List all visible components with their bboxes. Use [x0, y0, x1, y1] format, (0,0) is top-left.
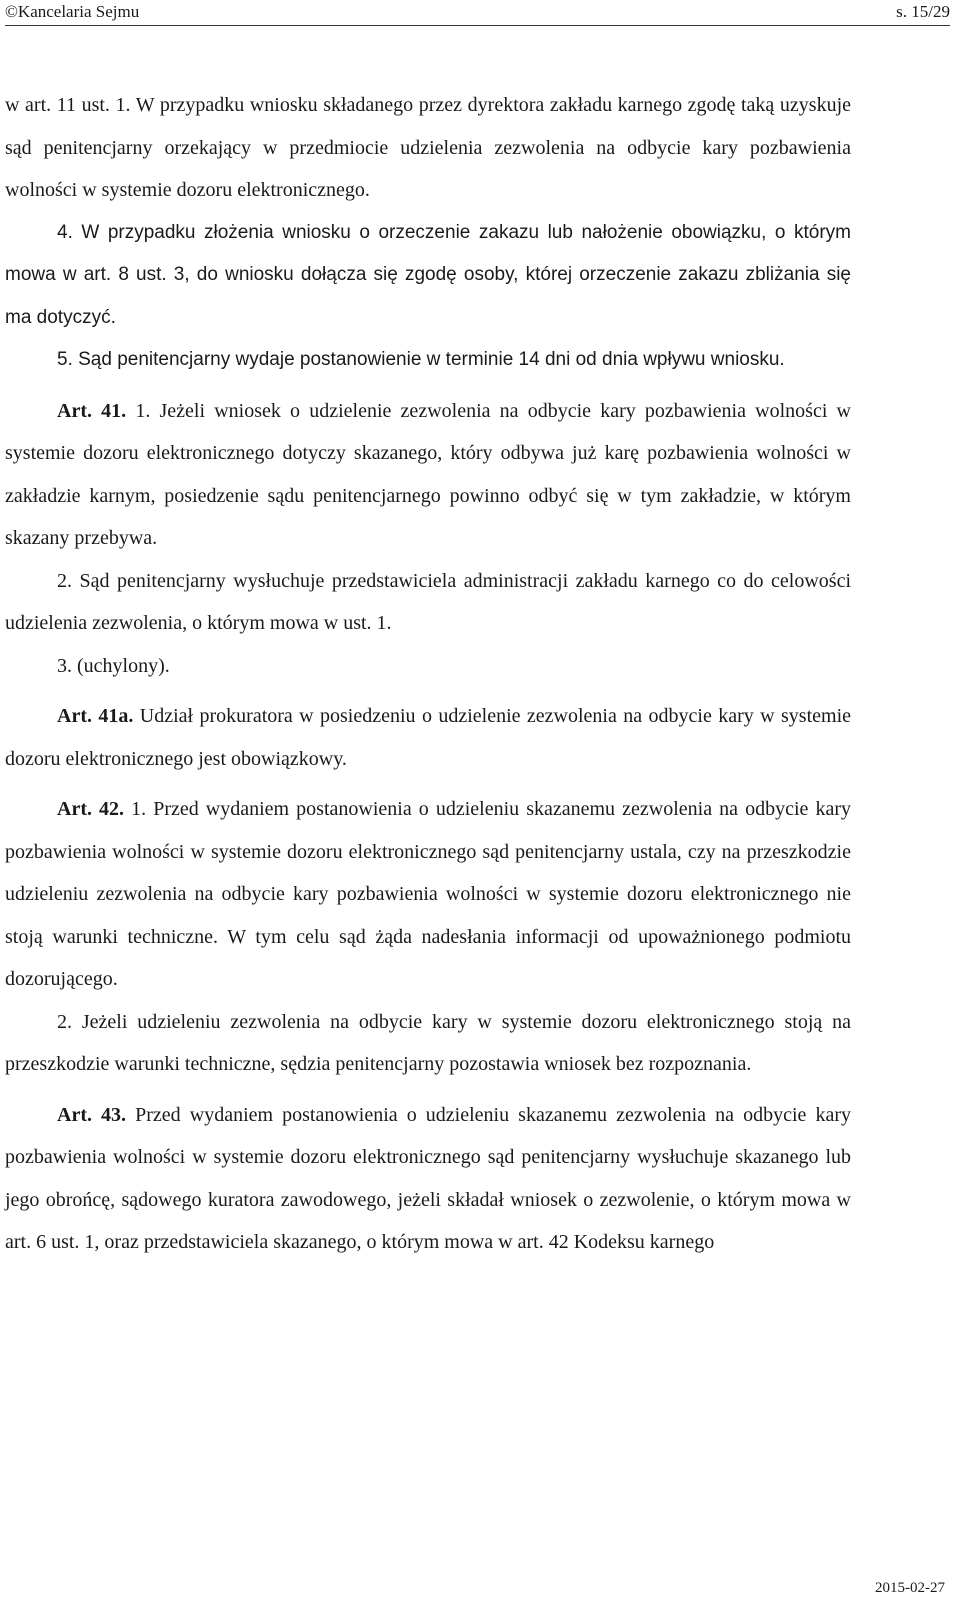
- paragraph-art-40-ust-4: 4. W przypadku złożenia wniosku o orzeczenie zakazu lub nałożenie obowiązku, o którym mowa w art. 8 ust. 3, do wniosku dołącza się zgodę osoby, której orzeczenie zakazu zbliżania się ma dotyczyć.: [5, 221, 851, 328]
- article-label: Art. 41a.: [57, 705, 134, 727]
- article-label: Art. 43.: [57, 1103, 127, 1126]
- paragraph-art-42-ust-1: [5, 788, 851, 1001]
- header-publisher: ©Kancelaria Sejmu: [5, 2, 140, 21]
- article-label: Art. 42.: [57, 798, 125, 820]
- footer-date: 2015-02-27: [875, 1580, 945, 1596]
- paragraph-art-41-ust-1: [5, 390, 851, 560]
- paragraph-text: 1. Jeżeli wniosek o udzielenie zezwolenia na odbycie kary pozbawienia wolności w systemie dozoru elektronicznego dotyczy skazanego, który odbywa już karę pozbawienia wolności w zakładzie karnym, posiedzenie sądu penitencjarnego powinno odbyć się w tym zakładzie, w którym skazany przebywa.: [5, 399, 851, 549]
- page-header: [5, 0, 950, 26]
- paragraph-text: Przed wydaniem postanowienia o udzieleniu skazanemu zezwolenia na odbycie kary pozbawienia wolności w systemie dozoru elektronicznego sąd penitencjarny wysłuchuje skazanego lub jego obrońcę, sądowego kuratora zawodowego, jeżeli składał wniosek o zezwolenie, o którym mowa w art. 6 ust. 1, oraz przedstawiciela skazanego, o którym mowa w art. 42 Kodeksu karnego: [5, 1103, 851, 1253]
- paragraph-continuation: w art. 11 ust. 1. W przypadku wniosku składanego przez dyrektora zakładu karnego zgodę taką uzyskuje sąd penitencjarny orzekający w przedmiocie udzielenia zezwolenia na odbycie kary pozbawienia wolności w systemie dozoru elektronicznego.: [5, 94, 851, 201]
- paragraph-art-40-ust-5: 5. Sąd penitencjarny wydaje postanowienie w terminie 14 dni od dnia wpływu wniosku.: [57, 349, 785, 370]
- paragraph-text: Udział prokuratora w posiedzeniu o udzielenie zezwolenia na odbycie kary w systemie dozoru elektronicznego jest obowiązkowy.: [5, 705, 851, 770]
- document-body: [5, 84, 851, 1264]
- paragraph-art-41-ust-2: 2. Sąd penitencjarny wysłuchuje przedstawiciela administracji zakładu karnego co do celowości udzielenia zezwolenia, o którym mowa w ust. 1.: [5, 569, 851, 634]
- paragraph-text: 1. Przed wydaniem postanowienia o udzieleniu skazanemu zezwolenia na odbycie kary pozbawienia wolności w systemie dozoru elektronicznego sąd penitencjarny ustala, czy na przeszkodzie udzieleniu zezwolenia na odbycie kary pozbawienia wolności w systemie dozoru elektronicznego nie stoją warunki techniczne. W tym celu sąd żąda nadesłania informacji od upoważnionego podmiotu dozorującego.: [5, 798, 851, 990]
- paragraph-art-42-ust-2: 2. Jeżeli udzieleniu zezwolenia na odbycie kary w systemie dozoru elektronicznego stoją na przeszkodzie warunki techniczne, sędzia penitencjarny pozostawia wniosek bez rozpoznania.: [5, 1010, 851, 1075]
- paragraph-art-41-ust-3: 3. (uchylony).: [57, 654, 170, 677]
- paragraph-art-41a: [5, 695, 851, 780]
- article-label: Art. 41.: [57, 399, 127, 422]
- header-page-number: s. 15/29: [896, 2, 950, 21]
- paragraph-art-43: [5, 1094, 851, 1264]
